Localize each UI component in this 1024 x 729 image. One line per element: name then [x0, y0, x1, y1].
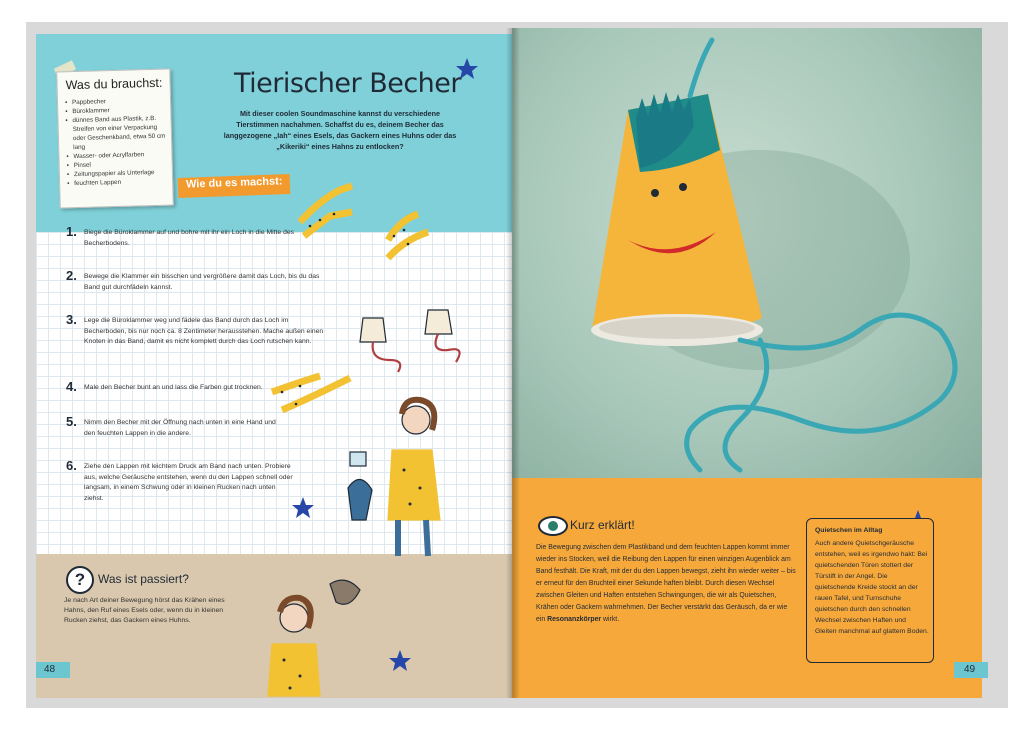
step-number: 5. — [66, 414, 77, 429]
materials-item: • Büroklammer — [72, 105, 170, 117]
step-number: 6. — [66, 458, 77, 473]
page-number-label: 48 — [44, 664, 56, 675]
materials-item: • Pappbecher — [72, 96, 170, 108]
what-happened-title: Was ist passiert? — [98, 572, 189, 586]
step-text: Bewege die Klammer ein bisschen und vergrößere damit das Loch, bis du das Band gut durchfädeln kannst. — [84, 273, 320, 291]
materials-card — [56, 69, 174, 209]
info-box-title: Quietschen im Alltag — [815, 527, 883, 534]
step-number: 2. — [66, 268, 77, 283]
step-text: Biege die Büroklammer auf und bohre mit ihr ein Loch in die Mitte des Becherbodens. — [84, 229, 295, 247]
what-happened-text: Je nach Art deiner Bewegung hörst das Krähen eines Hahns, den Ruf eines Esels oder, wenn du in kleinen Rucken ziehst, das Gackern eines Huhns. — [64, 597, 225, 624]
explained-title: Kurz erklärt! — [570, 518, 635, 532]
materials-item: • Zeitungspapier als Unterlage — [74, 168, 172, 180]
step-text: Lege die Büroklammer weg und fädele das Band durch das Loch im Becherboden, bis nur noch ca. 8 Zentimeter herausstehen. Mache außen einen Knoten in das Band, damit es nicht komplett durch das Loch rutschen kann. — [84, 317, 324, 345]
step-text: Male den Becher bunt an und lass die Farben gut trocknen. — [84, 384, 263, 391]
page-number-left — [36, 662, 70, 678]
step-number: 1. — [66, 224, 77, 239]
page-number-right — [954, 662, 988, 678]
intro-text: Mit dieser coolen Soundmaschine kannst du verschiedene Tierstimmen nachahmen. Schaffst du es, deinem Becher das langgezogene „Iah“ eines Esels, das Gackern eines Huhns oder das „Kikeriki“ eines Hahns zu entlocken? — [223, 109, 457, 151]
materials-item: • dünnes Band aus Plastik, z.B. Streifen von einer Verpackung oder Geschenkband, etwa 50 cm lang — [72, 114, 171, 153]
materials-item: • Wasser- oder Acrylfarben — [73, 150, 171, 162]
page-number-label: 49 — [964, 664, 976, 675]
question-icon: ? — [66, 566, 94, 594]
step-text: Nimm den Becher mit der Öffnung nach unten in eine Hand und den feuchten Lappen in die andere. — [84, 419, 276, 437]
how-to-title: Wie du es machst: — [185, 175, 283, 191]
materials-item: • Pinsel — [74, 159, 172, 171]
explained-term: Resonanzkörper — [547, 616, 602, 623]
explained-body: Die Bewegung zwischen dem Plastikband und dem feuchten Lappen kommt immer wieder ins Stocken, weil die Reibung den Lappen für einen winzigen Augenblick am Band festhält. Die Kraft, mit der du den Lappen bewegst, zieht ihn wieder weiter – bis er erneut für den Bruchteil einer Sekunde haften bleibt. Durch diesen Wechsel zwischen Gleiten und Haften entstehen Schwingungen, die wir als Quietschen, Krähen oder Gackern wahrnehmen. Der Becher verstärkt das Geräusch, da er wie ein — [536, 544, 796, 623]
painted-cup — [591, 92, 763, 346]
info-box-text: Auch andere Quietschgeräusche entstehen, weil es irgendwo hakt: Bei quietschenden Türen stottert der Türstift in der Angel. Die quietschende Kreide stockt an der rauen Tafel, und Turnschuhe quietschen durch den schnellen Wechsel zwischen Haften und Gleiten manchmal auf glattem Boden. — [815, 540, 929, 635]
star-icon — [389, 650, 411, 671]
info-box — [806, 518, 934, 663]
materials-list — [64, 96, 172, 189]
step-number: 3. — [66, 312, 77, 327]
eye-icon — [538, 516, 568, 536]
page-title: Tierischer Becher — [234, 68, 461, 99]
step-number: 4. — [66, 379, 77, 394]
explained-text — [536, 542, 798, 626]
explained-end: wirkt. — [601, 616, 620, 623]
materials-title: Was du brauchst: — [65, 75, 163, 93]
materials-item: • feuchten Lappen — [74, 177, 172, 189]
step-text: Ziehe den Lappen mit leichtem Druck am Band nach unten. Probiere aus, welche Geräusche entstehen, wenn du den Lappen schnell oder langsam, in einem Schwung oder in kleinen Rucken nach unten ziehst. — [84, 463, 293, 502]
